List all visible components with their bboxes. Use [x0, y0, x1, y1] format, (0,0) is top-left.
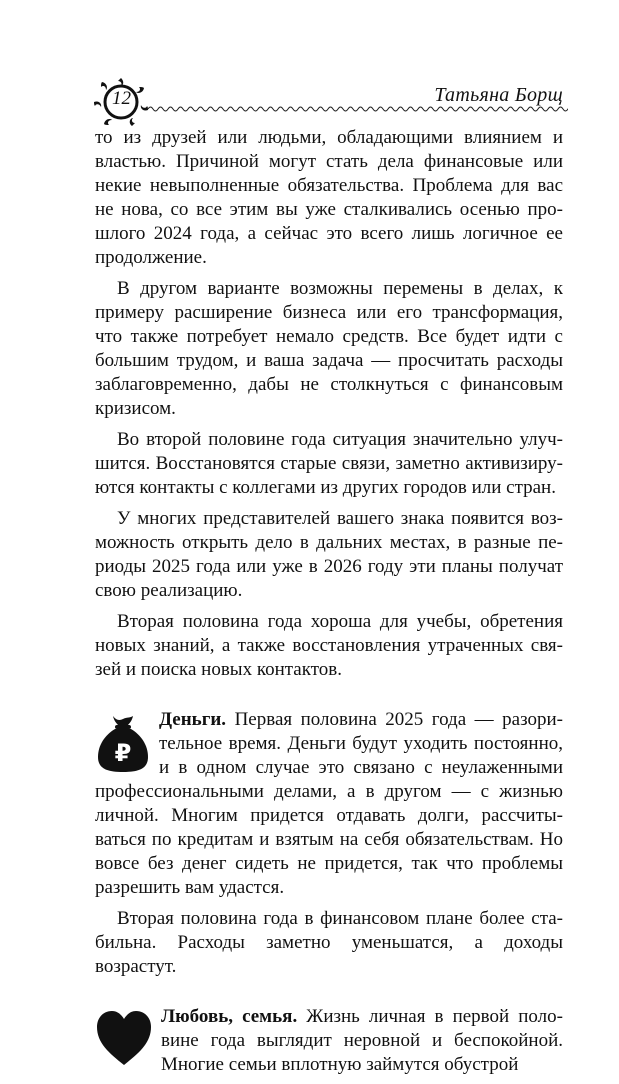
money-lead-text: Первая половина 2025 года — разорительное время. Деньги будут уходить постоянно, и в одном случае это связано с неулаженными профессиональными делами, а в другом — с жизнью личной. Многим придется отдавать долги, рассчитываться по кредитам и взятым на себя обязательствам. Но вовсе без денег сидеть не придется, так что проблемы разрешить вам удастся. — [95, 709, 563, 898]
paragraph: Вторая половина года хороша для учебы, обретения новых знаний, а также восстановления утраченных связей и поиска новых контактов. — [95, 611, 563, 680]
paragraph: то из друзей или людьми, обладающими влиянием и властью. Причиной могут стать дела финансовые или некие невыполненные обязательства. Проблема для вас не нова, со все этим вы уже сталкивались осенью прошлого 2024 года, а сейчас это всего лишь логичное ее продолжение. — [95, 127, 563, 268]
page-body — [95, 126, 563, 1084]
page-header — [0, 0, 619, 130]
money-heading: Деньги. — [159, 709, 227, 730]
money-bag-ruble-icon — [95, 712, 151, 774]
love-lead-text: Жизнь личная в первой половине года выглядит неровной и беспокойной. Многие семьи вплотную займутся обустрой — [161, 1006, 563, 1075]
love-section — [95, 1005, 563, 1077]
money-section — [95, 708, 563, 979]
money-paragraph — [95, 708, 563, 900]
paragraph: Во второй половине года ситуация значительно улучшится. Восстановятся старые связи, заметно активизируются контакты с коллегами из других городов или стран. — [95, 429, 563, 498]
love-paragraph — [95, 1005, 563, 1077]
paragraph: Вторая половина года в финансовом плане более стабильна. Расходы заметно уменьшатся, а доходы возрастут. — [95, 908, 563, 977]
author-name: Татьяна Борщ — [434, 84, 563, 106]
svg-text:₽: ₽ — [114, 739, 132, 767]
paragraph: У многих представителей вашего знака появится возможность открыть дело в дальних местах, в разные периоды 2025 года или уже в 2026 году эти планы получат свою реализацию. — [95, 508, 563, 601]
love-heading: Любовь, семья. — [161, 1006, 298, 1027]
heart-icon — [95, 1007, 153, 1069]
page-number: 12 — [112, 88, 131, 109]
paragraph: В другом варианте возможны перемены в делах, к примеру расширение бизнеса или его трансформация, что также потребует немало средств. Все будет идти с большим трудом, и ваша задача — просчитать расходы заблаговременно, дабы не столкнуться с финансовым кризисом. — [95, 278, 563, 419]
